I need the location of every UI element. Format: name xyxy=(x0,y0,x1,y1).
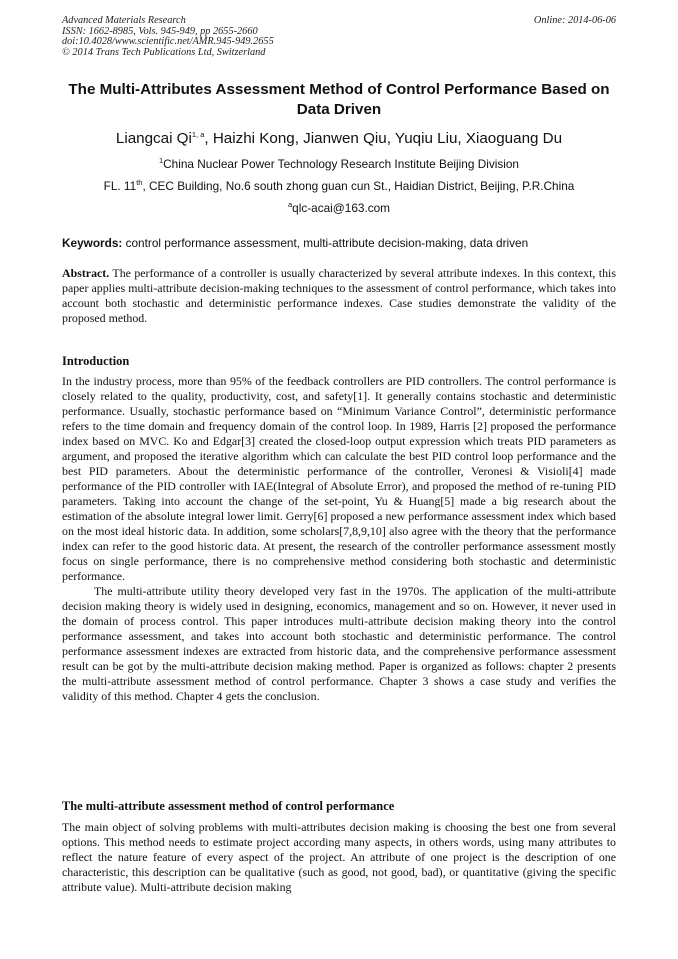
journal-name: Advanced Materials Research xyxy=(62,15,186,26)
email-line xyxy=(40,201,638,215)
journal-doi: doi:10.4028/www.scientific.net/AMR.945-949.2655 xyxy=(62,36,274,48)
keywords-label: Keywords: xyxy=(62,236,123,250)
section2-paragraph-1: The main object of solving problems with multi-attributes decision making is choosing the best one from several options. This method needs to estimate project according many aspects, in others words, using many attributes to reflect the nature feature of every aspect of the project. An attribute of one project is the description of one characteristic, this description can be qualitative (such as good, not good, bad), or quantitative (giving the specific attribute value). Multi-attribute decision making xyxy=(62,820,616,894)
other-authors: , Haizhi Kong, Jianwen Qiu, Yuqiu Liu, Xiaoguang Du xyxy=(204,130,563,147)
affiliation-name: China Nuclear Power Technology Research Institute Beijing Division xyxy=(163,157,519,171)
journal-header xyxy=(62,16,274,58)
abstract-label: Abstract. xyxy=(62,266,110,280)
author-list xyxy=(62,130,616,147)
introduction-heading: Introduction xyxy=(62,354,130,368)
keywords-text: control performance assessment, multi-attribute decision-making, data driven xyxy=(122,236,529,250)
online-date: Online: 2014-06-06 xyxy=(533,15,616,26)
affiliation-line1 xyxy=(40,157,638,171)
abstract-text: The performance of a controller is usually characterized by several attribute indexes. In this context, this paper applies multi-attribute decision-making techniques to the assessment of control performance, which takes into account both stochastic and deterministic performance indexes. Case studies demonstrate the validity of the proposed method. xyxy=(62,266,616,325)
journal-issn: ISSN: 1662-8985, Vols. 945-949, pp 2655-2660 xyxy=(62,25,258,37)
paper-title: The Multi-Attributes Assessment Method of Control Performance Based on Data Driven xyxy=(68,81,610,118)
introduction-paragraph-1: In the industry process, more than 95% of the feedback controllers are PID controllers. The control performance is closely related to the quality, productivity, cost, and safety[1]. It generally contains stochastic and deterministic performance. Usually, stochastic performance based on “Minimum Variance Control”, deterministic performance refers to the time domain and frequency domain of the control loop. In 1989, Harris [2] proposed the performance index based on MVC. Ko and Edgar[3] created the closed-loop output expression which treats PID parameters as argument, and proposed the iterative algorithm which can calculate the best PID control loop performance and the best PID parameters. About the deterministic performance of the controller, Veronesi & Visioli[4] made performance of the PID controller with IAE(Integral of Absolute Error), and proposed the method of re-tuning PID parameters. Taking into account the change of the set-point, Yu & Huang[5] made a big research about the estimation of the absolute integral lower limit. Gerry[6] proposed a new performance assessment index which based on the most ideal historic data. In addition, some scholars[7,8,9,10] also agree with the theory that the performance index can refer to the good historic data. At present, the research of the controller performance assessment mostly focus on single performance, there is no comprehensive method considering both stochastic and deterministic performance. xyxy=(62,374,616,583)
address-post: , CEC Building, No.6 south zhong guan cun St., Haidian District, Beijing, P.R.China xyxy=(142,179,575,193)
section2-body xyxy=(62,820,616,895)
introduction-body xyxy=(62,374,616,704)
journal-copyright: © 2014 Trans Tech Publications Ltd, Switzerland xyxy=(62,46,266,58)
address-sup: th xyxy=(136,178,143,188)
keywords xyxy=(62,236,622,250)
first-author: Liangcai Qi xyxy=(115,130,192,147)
section2-heading: The multi-attribute assessment method of control performance xyxy=(62,799,395,813)
abstract xyxy=(62,266,616,326)
email-sup: a xyxy=(287,200,293,210)
address-pre: FL. 11 xyxy=(103,179,137,193)
author-email: qlc-acai@163.com xyxy=(292,201,391,215)
first-author-sup: 1, a xyxy=(191,129,205,139)
affiliation-line2 xyxy=(40,179,638,193)
affiliation-sup: 1 xyxy=(158,156,164,166)
introduction-paragraph-2: The multi-attribute utility theory developed very fast in the 1970s. The application of the multi-attribute decision making theory is widely used in designing, economics, management and so on. However, it never used in the domain of process control. This paper introduces multi-attribute decision making theory into the control performance assessment, and takes into account both stochastic and deterministic performance. The control performance assessment indexes are extracted from historic data, and the comprehensive performance assessment result can be got by the multi-attribute decision making method. Paper is organized as follows: chapter 2 presents the multi-attribute assessment method of control performance. Chapter 3 shows a case study and verifies the validity of this method. Chapter 4 gets the conclusion. xyxy=(62,584,616,703)
